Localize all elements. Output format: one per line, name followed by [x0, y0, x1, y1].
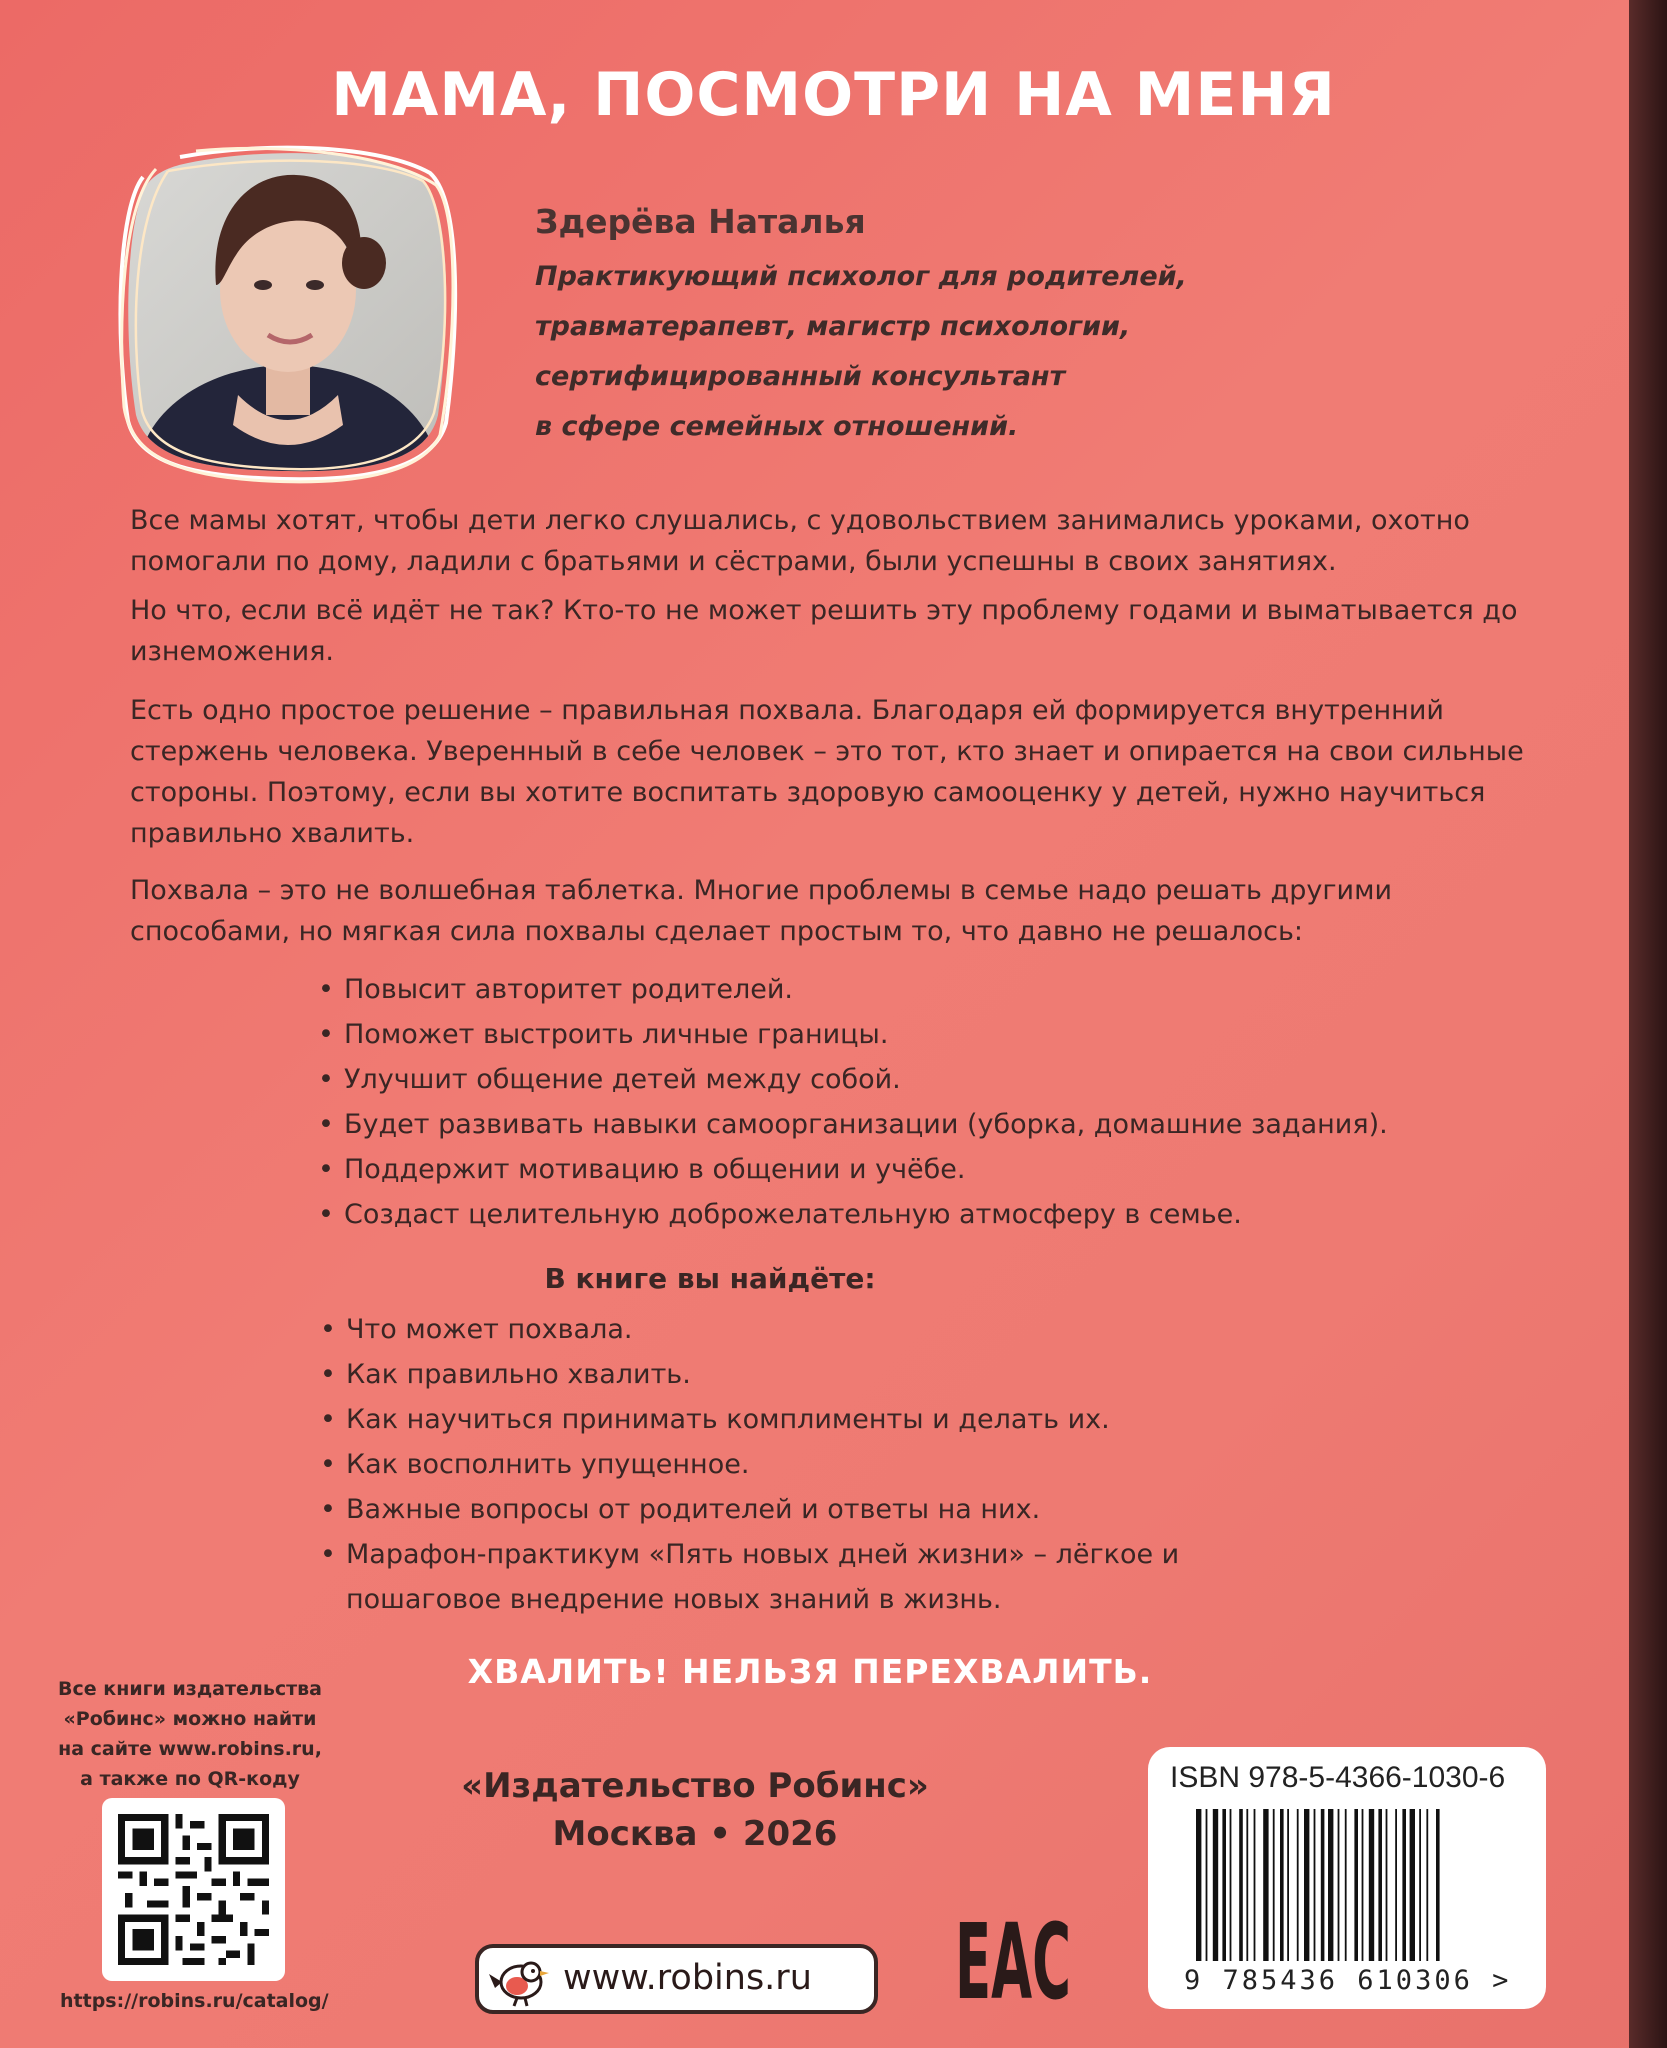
barcode-bar	[1297, 1809, 1299, 1961]
catalog-url[interactable]: https://robins.ru/catalog/	[60, 1990, 329, 2012]
barcode-bar	[1280, 1809, 1284, 1961]
barcode-bar	[1196, 1809, 1201, 1961]
website-badge[interactable]	[475, 1944, 878, 2014]
barcode-bar	[1239, 1809, 1243, 1961]
barcode-bar	[1321, 1809, 1325, 1961]
list-item: • Повысит авторитет родителей.	[318, 967, 1388, 1012]
publisher-city-year: Москва • 2026	[552, 1814, 838, 1854]
barcode-bar	[1362, 1809, 1364, 1961]
barcode-bar	[1345, 1809, 1347, 1961]
barcode-bar	[1402, 1809, 1406, 1961]
isbn-number: ISBN 978-5-4366-1030-6	[1170, 1761, 1506, 1794]
barcode-icon	[1196, 1809, 1496, 1961]
author-description-line: травматерапевт, магистр психологии,	[535, 311, 1131, 342]
barcode-bar	[1273, 1809, 1275, 1961]
side-note-line: «Робинс» можно найти	[63, 1708, 317, 1730]
list-item: • Будет развивать навыки самоорганизации (уборка, домашние задания).	[318, 1102, 1388, 1147]
paragraph-text: Все мамы хотят, чтобы дети легко слушались, с удовольствием занимались уроками, охотно помогали по дому, ладили с братьями и сёстрами, были успешны в своих занятиях.	[130, 505, 1470, 577]
publisher-name: «Издательство Робинс»	[461, 1766, 929, 1806]
robin-bird-icon	[487, 1952, 557, 2008]
side-note-line: а также по QR-коду	[80, 1768, 300, 1790]
barcode-bar	[1410, 1809, 1415, 1961]
paragraph-text: Похвала – это не волшебная таблетка. Многие проблемы в семье надо решать другими способами, но мягкая сила похвалы сделает простым то, что давно не решалось:	[130, 875, 1392, 947]
barcode-bar	[1395, 1809, 1397, 1961]
contents-heading: В книге вы найдёте:	[544, 1262, 876, 1295]
list-item: • Важные вопросы от родителей и ответы на них.	[320, 1487, 1246, 1532]
side-note	[45, 1674, 335, 1794]
list-item: • Как восполнить упущенное.	[320, 1442, 1246, 1487]
benefits-list	[318, 967, 1388, 1237]
barcode-bar	[1328, 1809, 1333, 1961]
barcode-bar	[1378, 1809, 1382, 1961]
list-item: • Поможет выстроить личные границы.	[318, 1012, 1388, 1057]
intro-paragraph-3	[130, 690, 1550, 854]
website-url[interactable]: www.robins.ru	[563, 1958, 812, 1998]
qr-code-icon	[118, 1814, 269, 1965]
barcode-bar	[1206, 1809, 1208, 1961]
isbn-barcode-label	[1148, 1747, 1546, 2009]
author-description-line: в сфере семейных отношений.	[535, 411, 1019, 442]
barcode-bar	[1338, 1809, 1340, 1961]
author-description	[535, 252, 1187, 452]
barcode-bar	[1436, 1809, 1440, 1961]
barcode-bar	[1314, 1809, 1316, 1961]
barcode-bar	[1254, 1809, 1256, 1961]
intro-paragraph-2	[130, 590, 1550, 672]
contents-list	[320, 1307, 1246, 1622]
author-description-line: сертифицированный консультант	[535, 361, 1066, 392]
barcode-bar	[1354, 1809, 1358, 1961]
author-photo-frame	[118, 145, 463, 485]
barcode-bar	[1263, 1809, 1268, 1961]
barcode-bar	[1426, 1809, 1428, 1961]
eac-certification-icon	[955, 1901, 1075, 2023]
list-item: • Что может похвала.	[320, 1307, 1246, 1352]
isbn-barcode-digits: 9 785436 610306 >	[1184, 1965, 1512, 1996]
paragraph-text: Есть одно простое решение – правильная похвала. Благодаря ей формируется внутренний стержень человека. Уверенный в себе человек – это тот, кто знает и опирается на свои сильные стороны. Поэтому, если вы хотите воспитать здоровую самооценку у детей, нужно научиться правильно хвалить.	[130, 695, 1524, 849]
side-note-line: Все книги издательства	[58, 1678, 322, 1700]
author-name: Здерёва Наталья	[535, 202, 866, 241]
barcode-bar	[1222, 1809, 1226, 1961]
barcode-bar	[1369, 1809, 1374, 1961]
eac-mark-text: ЕАС	[955, 1901, 1071, 2023]
list-item: • Как научиться принимать комплименты и делать их.	[320, 1397, 1246, 1442]
list-item: • Марафон-практикум «Пять новых дней жизни» – лёгкое и пошаговое внедрение новых знаний в жизнь.	[320, 1532, 1246, 1622]
list-item: • Поддержит мотивацию в общении и учёбе.	[318, 1147, 1388, 1192]
list-item: • Создаст целительную доброжелательную атмосферу в семье.	[318, 1192, 1388, 1237]
barcode-bar	[1304, 1809, 1309, 1961]
side-note-line: на сайте www.robins.ru,	[58, 1738, 322, 1760]
author-photo-icon	[118, 145, 463, 485]
barcode-bar	[1419, 1809, 1421, 1961]
publisher-info	[455, 1762, 935, 1858]
barcode-bar	[1246, 1809, 1248, 1961]
slogan: ХВАЛИТЬ! НЕЛЬЗЯ ПЕРЕХВАЛИТЬ.	[467, 1652, 1153, 1691]
list-item: • Улучшит общение детей между собой.	[318, 1057, 1388, 1102]
intro-paragraph-4	[130, 870, 1550, 952]
book-title: МАМА, ПОСМОТРИ НА МЕНЯ	[331, 60, 1336, 130]
barcode-bar	[1386, 1809, 1388, 1961]
barcode-bar	[1230, 1809, 1232, 1961]
book-spine-edge	[1629, 0, 1667, 2048]
qr-code[interactable]	[102, 1798, 285, 1981]
paragraph-text: Но что, если всё идёт не так? Кто-то не может решить эту проблему годами и выматывается до изнеможения.	[130, 595, 1518, 667]
intro-paragraph-1	[130, 500, 1550, 582]
author-description-line: Практикующий психолог для родителей,	[535, 261, 1187, 292]
list-item: • Как правильно хвалить.	[320, 1352, 1246, 1397]
barcode-bar	[1213, 1809, 1218, 1961]
barcode-bar	[1287, 1809, 1289, 1961]
